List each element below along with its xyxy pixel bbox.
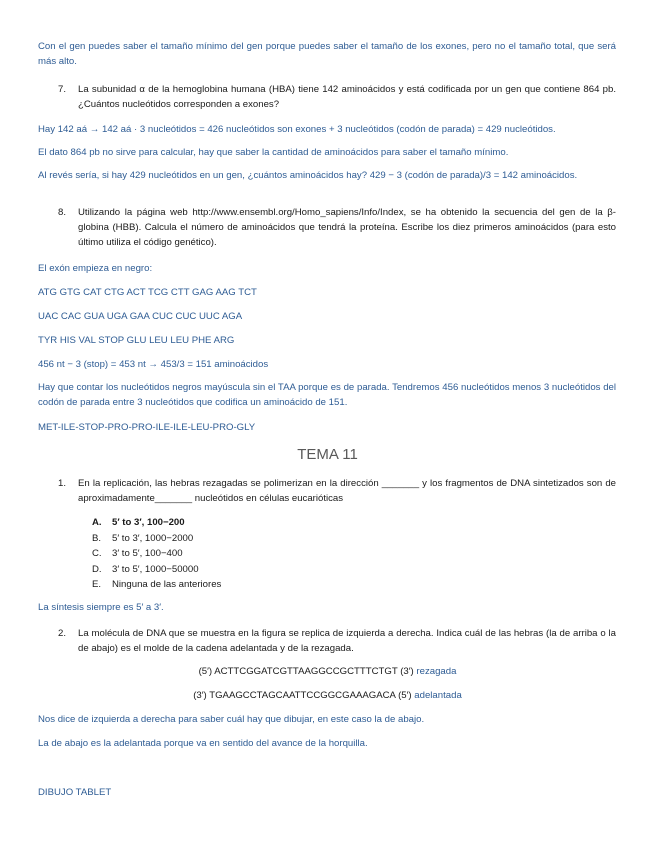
strand-sequence: (5′) ACTTCGGATCGTTAAGGCCGCTTTCTGT (3′)	[198, 666, 414, 677]
answer-7-line-3: Al revés sería, si hay 429 nucleótidos en un gen, ¿cuántos aminoácidos hay? 429 − 3 (codón de parada)/3 = 142 aminoácidos.	[38, 170, 578, 181]
answer-7-line-2: El dato 864 pb no sirve para calcular, hay que saber la cantidad de aminoácidos para saber el tamaño mínimo.	[38, 147, 509, 158]
answer-7-line-1: Hay 142 aá → 142 aá · 3 nucleótidos = 426 nucleótidos son exones + 3 nucleótidos (codón de parada) = 429 nucleótidos.	[38, 124, 556, 135]
answer-tema-1: La síntesis siempre es 5′ a 3′.	[38, 602, 164, 613]
option-b: B. 5′ to 3′, 1000−2000	[92, 532, 194, 544]
option-e: E. Ninguna de las anteriores	[92, 579, 222, 590]
exon-note: El exón empieza en negro:	[38, 263, 153, 274]
answer-tema-2-line-2: La de abajo es la adelantada porque va en sentido del avance de la horquilla.	[38, 738, 368, 749]
footer-note: DIBUJO TABLET	[38, 787, 112, 798]
dna-sequence: ATG GTG CAT CTG ACT TCG CTT GAG AAG TCT	[38, 287, 257, 298]
question-text: Utilizando la página web http://www.ensembl.org/Homo_sapiens/Info/Index, se ha obtenido la secuencia del gen de la β-globina (HBB). Calcula el número de aminoácidos que tendrá la proteína. Escribe los diez primeros aminoácidos (para esto último utiliza el código genético).	[78, 207, 616, 248]
calculation-explanation: Hay que contar los nucleótidos negros mayúscula sin el TAA porque es de parada. Tendremos 456 nucleótidos menos 3 nucleótidos del codón de parada entre 3 nucleótidos que codifica un aminoácido de 151.	[38, 382, 616, 408]
strand-label: adelantada	[414, 690, 462, 701]
tema-question-2	[58, 626, 616, 656]
question-7	[58, 82, 616, 112]
answer-options	[92, 515, 221, 593]
intro-paragraph: Con el gen puedes saber el tamaño mínimo del gen porque puedes saber el tamaño de los exones, pero no el tamaño total, que será más alto.	[38, 41, 616, 67]
dna-strand-top	[0, 664, 655, 679]
rna-sequence: UAC CAC GUA UGA GAA CUC CUC UUC AGA	[38, 311, 243, 322]
strand-label: rezagada	[416, 666, 457, 677]
dna-strand-bottom	[0, 688, 655, 703]
answer-tema-2-line-1: Nos dice de izquierda a derecha para saber cuál hay que dibujar, en este caso la de abajo.	[38, 714, 425, 725]
amino-acid-sequence: TYR HIS VAL STOP GLU LEU LEU PHE ARG	[38, 335, 235, 346]
section-title: TEMA 11	[297, 446, 358, 463]
question-text: En la replicación, las hebras rezagadas se polimerizan en la dirección _______ y los fragmentos de DNA sintetizados son de aproximadamente_______ nucleótidos en células eucarióticas	[78, 478, 616, 504]
question-number: 2.	[58, 628, 67, 639]
question-number: 8.	[58, 207, 67, 218]
question-number: 1.	[58, 478, 67, 489]
nucleotide-calculation: 456 nt − 3 (stop) = 453 nt → 453/3 = 151 aminoácidos	[38, 359, 269, 370]
question-number: 7.	[58, 84, 67, 95]
option-c: C. 3′ to 5′, 100−400	[92, 548, 183, 559]
question-8	[58, 205, 616, 250]
amino-acid-chain: MET-ILE-STOP-PRO-PRO-ILE-ILE-LEU-PRO-GLY	[38, 422, 256, 433]
tema-question-1	[58, 476, 616, 506]
question-text: La molécula de DNA que se muestra en la figura se replica de izquierda a derecha. Indica cuál de las hebras (la de arriba o la de abajo) es el molde de la cadena adelantada y de la rezagada.	[78, 628, 616, 654]
option-d: D. 3′ to 5′, 1000−50000	[92, 563, 199, 575]
question-text: La subunidad α de la hemoglobina humana (HBA) tiene 142 aminoácidos y está codificada por un gen que contiene 864 pb. ¿Cuántos nucleótidos corresponden a exones?	[78, 84, 616, 110]
option-a: A. 5′ to 3′, 100−200	[92, 517, 185, 528]
strand-sequence: (3′) TGAAGCCTAGCAATTCCGGCGAAAGACA (5′)	[193, 690, 412, 701]
